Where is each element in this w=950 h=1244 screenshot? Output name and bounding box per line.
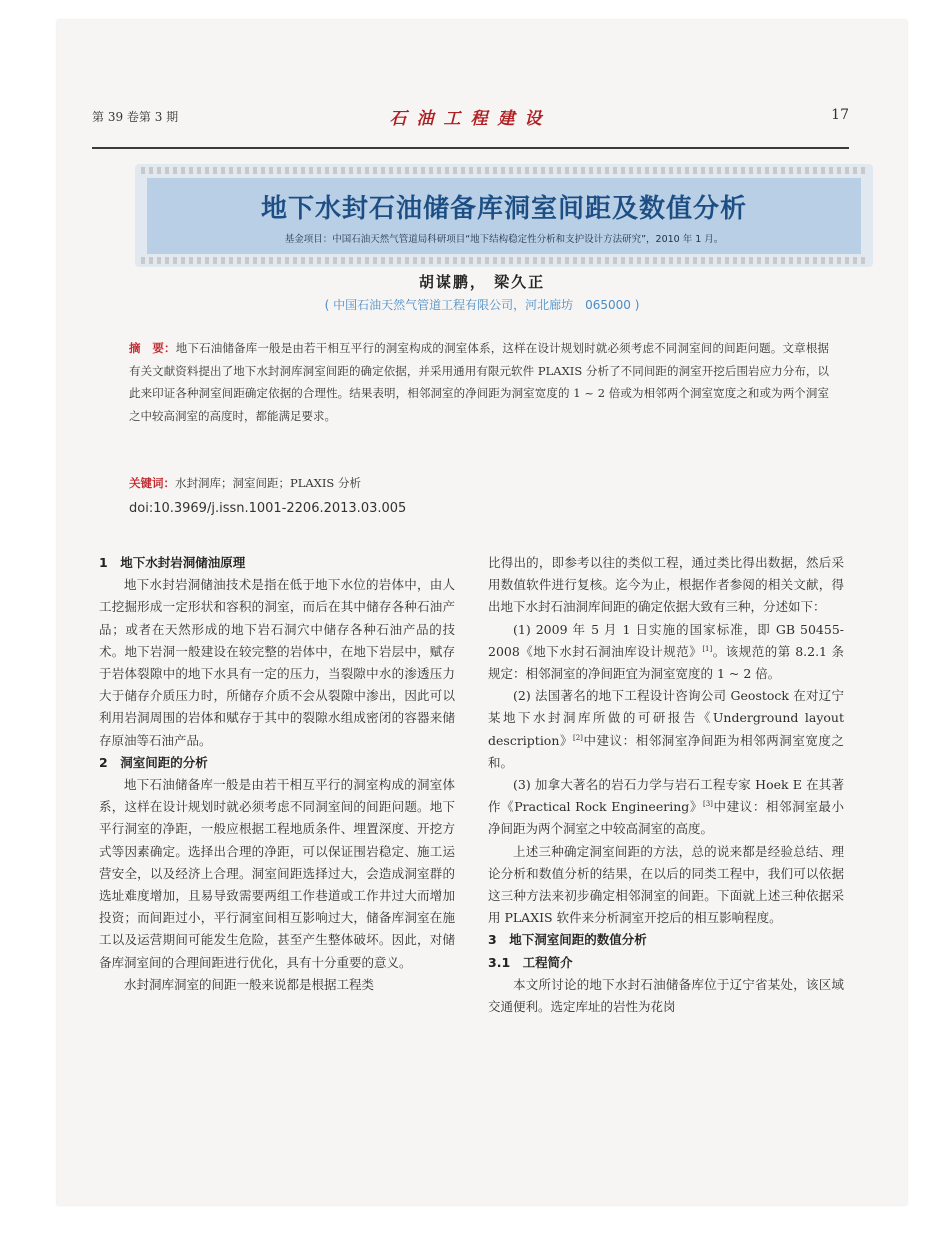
criterion-1-text-b: 。该规范的第 8.2.1 条规定：相邻洞室的净间距宜为洞室宽度的 1 ~ 2 倍。 [488,643,844,682]
header-rule [92,147,849,149]
section-3-1-heading: 3.1 工程简介 [488,954,573,970]
abstract [129,337,829,427]
keywords [129,475,361,491]
reference-2: [2] [573,733,583,742]
left-column [99,552,455,996]
criterion-3-text-a: (3) 加拿大著名的岩石力学与岩石工程专家 Hoek E 在其著作《Practical Rock Engineering》 [488,777,844,815]
criterion-1-text-a: (1) 2009 年 5 月 1 日实施的国家标准，即 GB 50455-2008《地下水封石洞油库设计规范》 [488,621,844,659]
criterion-2-text-a: (2) 法国著名的地下工程设计咨询公司 Geostock 在对辽宁某地下水封洞库所做的可研报告《Underground layout description》 [488,688,844,748]
keywords-text: 水封洞库；洞室间距；PLAXIS 分析 [175,476,361,490]
keywords-label: 关键词： [129,476,175,490]
issue-label: 第 39 卷第 3 期 [92,110,179,124]
banner-border-top [141,167,867,174]
abstract-text: 地下石油储备库一般是由若干相互平行的洞室构成的洞室体系，这样在设计规划时就必须考虑不同洞室间的间距问题。文章根据有关文献资料提出了地下水封洞库洞室间距的确定依据，并采用通用有限元软件 PLAXIS 分析了不同间距的洞室开挖后围岩应力分布，以此来印证各种洞室间距确定依据的合理性。结果表明，相邻洞室的净间距为洞室宽度的 1 ~ 2 倍或为相邻两个洞室宽度之和或为两个洞室之中较高洞室的高度时，都能满足要求。 [129,341,830,423]
banner-border-bottom [141,257,867,264]
banner-inner [147,178,861,254]
section-3-1-paragraph: 本文所讨论的地下水封石油储备库位于辽宁省某处，该区域交通便利。选定库址的岩性为花岗 [488,976,844,1015]
continued-paragraph: 比得出的，即参考以往的类似工程，通过类比得出数据，然后采用数值软件进行复核。迄今为止，根据作者参阅的相关文献，得出地下水封石油洞库间距的确定依据大致有三种，分述如下： [488,555,844,615]
page-number: 17 [831,107,849,123]
right-column [488,552,844,1018]
criterion-3 [488,774,844,841]
reference-3: [3] [702,800,713,809]
section-2-paragraph-1: 地下石油储备库一般是由若干相互平行的洞室构成的洞室体系，这样在设计规划时就必须考虑不同洞室间的间距问题。地下平行洞室的净距，一般应根据工程地质条件、埋置深度、开挖方式等因素确定。选择出合理的净距，可以保证围岩稳定、施工运营安全，以及经济上合理。洞室间距选择过大，会造成洞室群的选址难度增加，且易导致需要两组工作巷道或工作井过大而增加投资；而间距过小，平行洞室间相互影响过大，储备库洞室在施工以及运营期间可能发生危险，甚至产生整体破坏。因此，对储备库洞室间的合理间距进行优化，具有十分重要的意义。 [99,777,455,970]
reference-1: [1] [702,644,713,653]
journal-name: 石油工程建设 [389,109,552,129]
summary-paragraph: 上述三种确定洞室间距的方法，总的说来都是经验总结、理论分析和数值分析的结果，在以后的同类工程中，我们可以依据这三种方法来初步确定相邻洞室的间距。下面就上述三种依据采用 PLAXIS 软件来分析洞室开挖后的相互影响程度。 [488,843,844,926]
section-3-heading: 3 地下洞室间距的数值分析 [488,932,647,948]
section-1-paragraph: 地下水封岩洞储油技术是指在低于地下水位的岩体中，由人工挖掘形成一定形状和容积的洞室，而后在其中储存各种石油产品；或者在天然形成的地下岩石洞穴中储存各种石油产品的技术。地下岩洞一般建设在较完整的岩体中，在地下岩层中，赋存于岩体裂隙中的地下水具有一定的压力，当裂隙中水的渗透压力大于储存介质压力时，所储存介质不会从裂隙中渗出，因此可以利用岩洞周围的岩体和赋存于其中的裂隙水组成密闭的容器来储存原油等石油产品。 [99,577,455,748]
affiliation: ( 中国石油天然气管道工程有限公司，河北廊坊 065000 ) [324,298,640,312]
criterion-2 [488,685,844,774]
funding-note: 基金项目：中国石油天然气管道局科研项目“地下结构稳定性分析和支护设计方法研究”，2010 年 1 月。 [284,234,724,245]
criterion-1 [488,619,844,686]
journal-page [57,20,907,1205]
criterion-3-text-b: 中建议：相邻洞室最小净间距为两个洞室之中较高洞室的高度。 [488,799,844,837]
doi: doi:10.3969/j.issn.1001-2206.2013.03.005 [129,501,407,516]
running-header [92,108,849,130]
section-1-heading: 1 地下水封岩洞储油原理 [99,555,246,570]
section-2-heading: 2 洞室间距的分析 [99,754,208,770]
section-2-paragraph-2: 水封洞库洞室的间距一般来说都是根据工程类 [124,976,375,992]
abstract-label: 摘 要： [129,341,176,355]
criterion-2-text-b: 中建议：相邻洞室净间距为相邻两洞室宽度之和。 [488,732,844,770]
article-title: 地下水封石油储备库洞室间距及数值分析 [260,194,747,224]
title-banner [135,164,873,267]
authors: 胡谋鹏， 梁久正 [418,273,546,291]
